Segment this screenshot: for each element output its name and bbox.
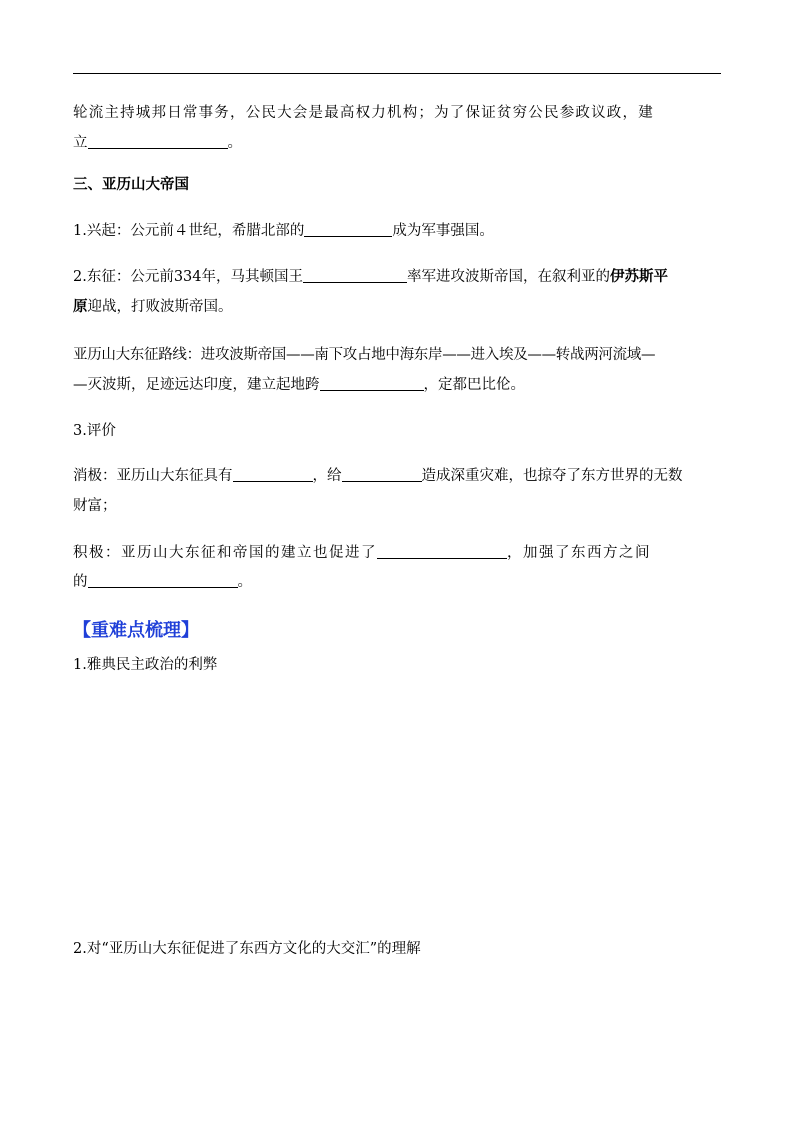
text: ，给	[312, 468, 342, 484]
paragraph-line	[73, 134, 723, 152]
text: 亚历山大东征路线：进攻波斯帝国——南下攻占地中海东岸——进入埃及——转战两河流域—	[73, 347, 656, 363]
fill-blank[interactable]	[88, 134, 228, 149]
key-point-item-2	[73, 940, 723, 958]
east-line	[73, 268, 723, 286]
section-title: 三、亚历山大帝国	[73, 177, 189, 193]
text: 财富；	[73, 498, 117, 514]
fill-blank[interactable]	[342, 467, 422, 482]
text: 迎战，打败波斯帝国。	[87, 299, 233, 315]
section-heading	[73, 176, 723, 194]
fill-blank[interactable]	[303, 268, 407, 283]
text: 2.对“亚历山大东征促进了东西方文化的大交汇”的理解	[73, 941, 421, 957]
text: 2.东征：公元前334年，马其顿国王	[73, 269, 304, 285]
text: 造成深重灾难，也掠夺了东方世界的无数	[421, 468, 683, 484]
text: 。	[227, 135, 242, 151]
text: 消极：亚历山大东征具有	[73, 468, 233, 484]
route-line-2	[73, 376, 723, 394]
text: 的	[73, 574, 88, 590]
text: 1.兴起：公元前４世纪，希腊北部的	[73, 223, 305, 239]
text: 立	[73, 135, 88, 151]
fill-blank[interactable]	[88, 573, 238, 588]
key-points-title: 【重难点梳理】	[73, 620, 199, 641]
fill-blank[interactable]	[233, 467, 313, 482]
eval-title	[73, 422, 723, 440]
text: 率军进攻波斯帝国，在叙利亚的	[407, 269, 611, 285]
text: 积极：亚历山大东征和帝国的建立也促进了	[73, 545, 377, 561]
text: 。	[237, 574, 252, 590]
text: —灭波斯，足迹远达印度，建立起地跨	[73, 377, 320, 393]
text: 轮流主持城邦日常事务，公民大会是最高权力机构；为了保证贫穷公民参政议政，建	[73, 105, 654, 121]
east-line-2	[73, 298, 723, 316]
rise-line	[73, 222, 723, 240]
positive-line-2	[73, 573, 723, 591]
text: ，定都巴比伦。	[423, 377, 525, 393]
positive-line	[73, 544, 723, 562]
fill-blank[interactable]	[320, 376, 424, 391]
negative-line-2	[73, 497, 723, 515]
header-rule	[73, 73, 721, 74]
bold-place-name: 原	[73, 298, 88, 315]
fill-blank[interactable]	[377, 544, 507, 559]
paragraph-line	[73, 104, 723, 122]
text: 3.评价	[73, 423, 116, 439]
fill-blank[interactable]	[304, 222, 392, 237]
route-line	[73, 346, 723, 364]
bold-place-name: 伊苏斯平	[610, 268, 669, 285]
text: ，加强了东西方之间	[507, 545, 651, 561]
text: 1.雅典民主政治的利弊	[73, 657, 218, 673]
negative-line	[73, 467, 723, 485]
text: 成为军事强国。	[392, 223, 494, 239]
key-point-item-1	[73, 656, 723, 674]
